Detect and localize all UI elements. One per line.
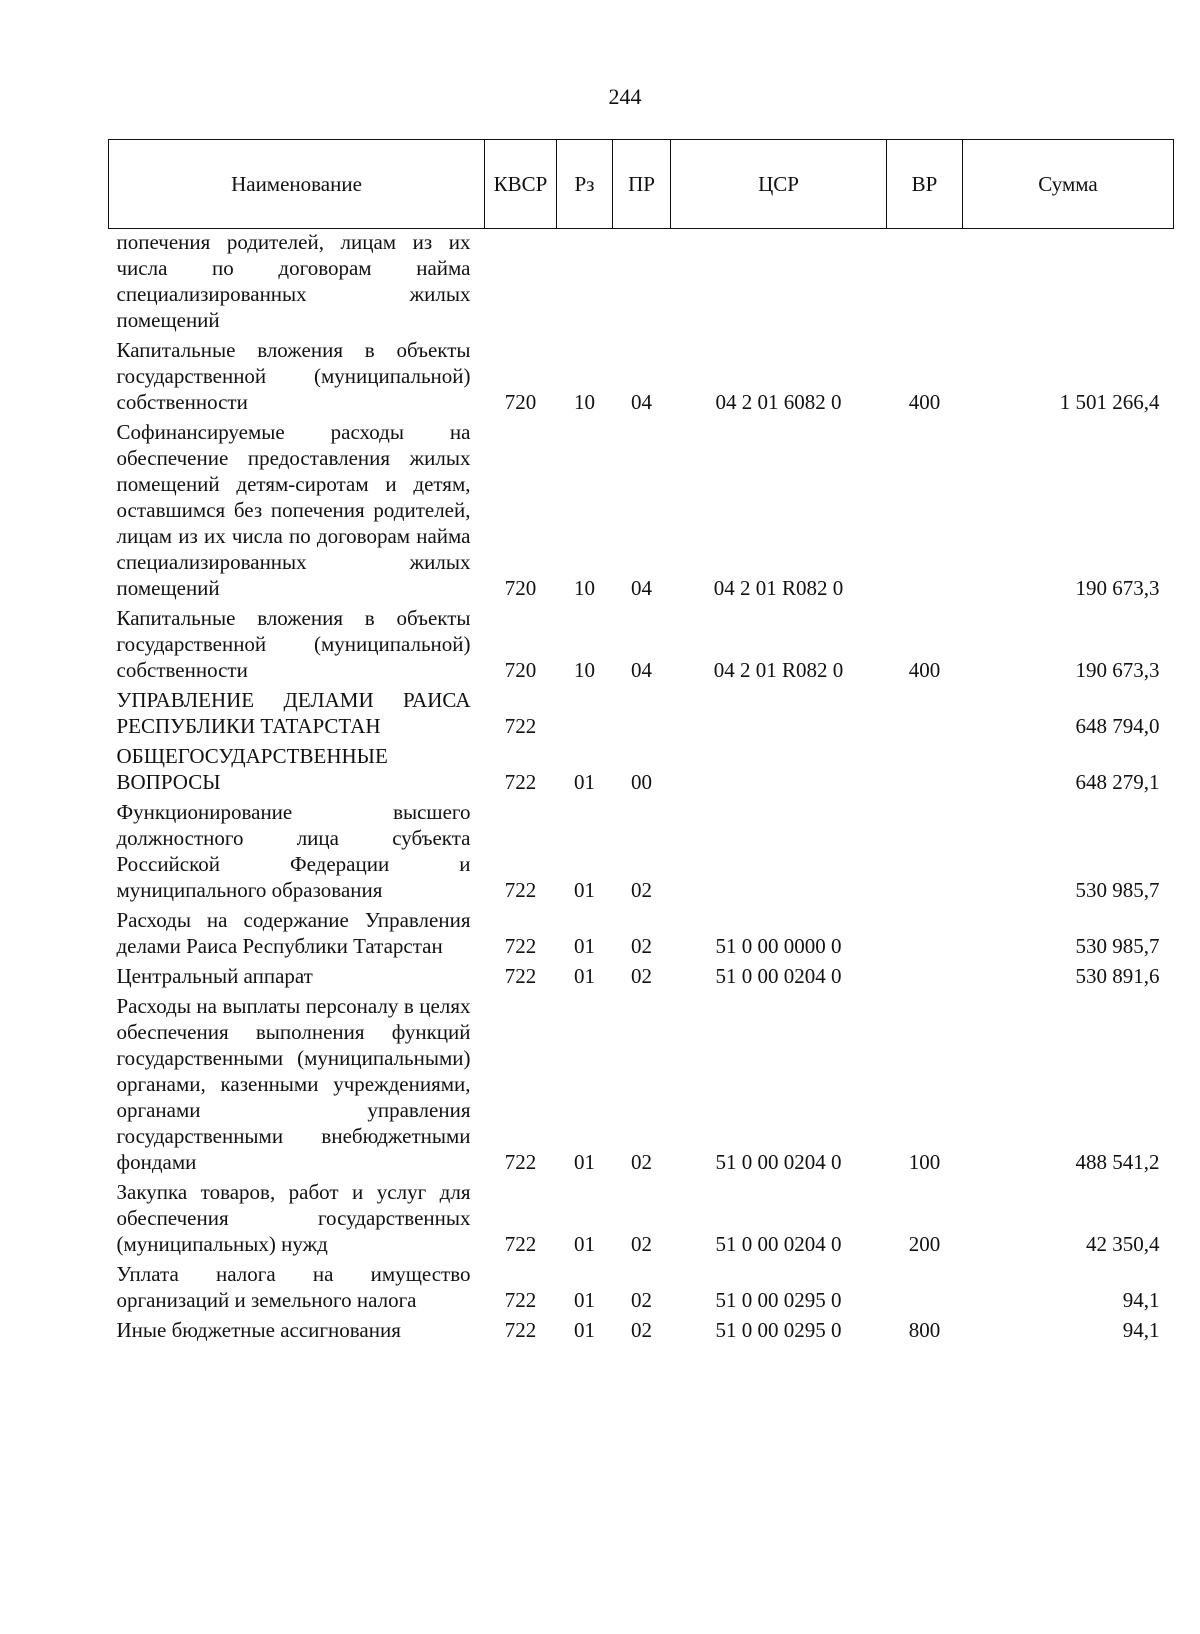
row-sum: 190 673,3 bbox=[1075, 658, 1160, 682]
row-vr bbox=[887, 229, 963, 336]
row-name: Капитальные вложения в объекты государственной (муниципальной) собственности bbox=[116, 338, 471, 414]
row-kvsr: 722 bbox=[504, 878, 537, 902]
row-name: Центральный аппарат bbox=[116, 964, 313, 988]
row-vr: 100 bbox=[908, 1150, 941, 1174]
row-rz: 01 bbox=[574, 1318, 595, 1342]
row-name: Функционирование высшего должностного лица субъекта Российской Федерации и муниципального образования bbox=[116, 800, 471, 902]
row-sum: 190 673,3 bbox=[1075, 576, 1160, 600]
table-row bbox=[109, 335, 1174, 417]
budget-table bbox=[108, 139, 1174, 1345]
row-pr: 02 bbox=[631, 1232, 652, 1256]
row-name: УПРАВЛЕНИЕ ДЕЛАМИ РАИСА РЕСПУБЛИКИ ТАТАРСТАН bbox=[116, 688, 471, 738]
row-vr bbox=[887, 685, 963, 741]
row-sum: 488 541,2 bbox=[1075, 1150, 1160, 1174]
table-row bbox=[109, 961, 1174, 991]
table-header bbox=[109, 140, 1174, 229]
row-sum: 1 501 266,4 bbox=[1059, 390, 1160, 414]
row-csr: 51 0 00 0295 0 bbox=[715, 1288, 842, 1312]
row-sum: 94,1 bbox=[1122, 1318, 1160, 1342]
row-csr: 51 0 00 0204 0 bbox=[715, 1232, 842, 1256]
table-row bbox=[109, 417, 1174, 603]
row-pr: 02 bbox=[631, 1288, 652, 1312]
column-header-name: Наименование bbox=[109, 140, 485, 229]
row-name: Иные бюджетные ассигнования bbox=[116, 1318, 401, 1342]
row-rz: 01 bbox=[574, 770, 595, 794]
table-row bbox=[109, 1315, 1174, 1345]
row-pr: 00 bbox=[631, 770, 652, 794]
row-kvsr: 720 bbox=[504, 390, 537, 414]
table-row bbox=[109, 229, 1174, 336]
row-pr: 02 bbox=[631, 934, 652, 958]
row-sum bbox=[963, 229, 1174, 336]
row-kvsr: 722 bbox=[504, 1232, 537, 1256]
page-number: 244 bbox=[608, 84, 642, 109]
table-row bbox=[109, 905, 1174, 961]
row-rz: 01 bbox=[574, 934, 595, 958]
row-pr: 02 bbox=[631, 878, 652, 902]
row-vr: 400 bbox=[908, 658, 941, 682]
row-kvsr: 722 bbox=[504, 934, 537, 958]
row-csr: 51 0 00 0204 0 bbox=[715, 1150, 842, 1174]
table-row bbox=[109, 603, 1174, 685]
row-csr bbox=[671, 741, 887, 797]
row-csr: 51 0 00 0295 0 bbox=[715, 1318, 842, 1342]
row-pr: 04 bbox=[631, 390, 652, 414]
row-pr bbox=[613, 229, 671, 336]
row-csr: 04 2 01 R082 0 bbox=[713, 658, 844, 682]
row-sum: 42 350,4 bbox=[1086, 1232, 1160, 1256]
row-name: ОБЩЕГОСУДАРСТВЕННЫЕ ВОПРОСЫ bbox=[116, 744, 388, 794]
row-name: Капитальные вложения в объекты государственной (муниципальной) собственности bbox=[116, 606, 471, 682]
table-row bbox=[109, 797, 1174, 905]
row-sum: 648 794,0 bbox=[1075, 714, 1160, 738]
column-header-rz: Рз bbox=[557, 140, 613, 229]
row-sum: 530 985,7 bbox=[1075, 934, 1160, 958]
row-sum: 648 279,1 bbox=[1075, 770, 1160, 794]
row-vr bbox=[887, 961, 963, 991]
row-vr bbox=[887, 741, 963, 797]
row-vr bbox=[887, 417, 963, 603]
row-kvsr: 722 bbox=[504, 714, 537, 738]
row-kvsr: 722 bbox=[504, 1288, 537, 1312]
row-rz: 01 bbox=[574, 1150, 595, 1174]
row-vr: 800 bbox=[908, 1318, 941, 1342]
row-kvsr: 722 bbox=[504, 964, 537, 988]
table-row bbox=[109, 991, 1174, 1177]
table-row bbox=[109, 685, 1174, 741]
row-kvsr bbox=[485, 229, 557, 336]
row-kvsr: 722 bbox=[504, 1318, 537, 1342]
row-pr: 02 bbox=[631, 1150, 652, 1174]
row-name: Софинансируемые расходы на обеспечение предоставления жилых помещений детям-сиротам и детям, оставшимся без попечения родителей, лицам из их числа по договорам найма специализированных жилых помещений bbox=[116, 420, 471, 600]
row-csr bbox=[671, 685, 887, 741]
row-pr bbox=[613, 685, 671, 741]
row-rz bbox=[557, 685, 613, 741]
row-rz: 10 bbox=[574, 576, 595, 600]
row-csr bbox=[671, 797, 887, 905]
row-rz: 10 bbox=[574, 658, 595, 682]
row-name: Закупка товаров, работ и услуг для обеспечения государственных (муниципальных) нужд bbox=[116, 1180, 471, 1256]
row-vr: 400 bbox=[908, 390, 941, 414]
row-pr: 02 bbox=[631, 1318, 652, 1342]
row-vr: 200 bbox=[908, 1232, 941, 1256]
row-kvsr: 722 bbox=[504, 770, 537, 794]
row-csr: 04 2 01 6082 0 bbox=[715, 390, 842, 414]
column-header-kvsr: КВСР bbox=[485, 140, 557, 229]
row-csr bbox=[671, 229, 887, 336]
row-kvsr: 722 bbox=[504, 1150, 537, 1174]
table-body bbox=[109, 229, 1174, 1346]
row-csr: 51 0 00 0204 0 bbox=[715, 964, 842, 988]
row-vr bbox=[887, 797, 963, 905]
row-kvsr: 720 bbox=[504, 576, 537, 600]
row-rz: 10 bbox=[574, 390, 595, 414]
row-rz: 01 bbox=[574, 964, 595, 988]
table-row bbox=[109, 741, 1174, 797]
row-csr: 04 2 01 R082 0 bbox=[713, 576, 844, 600]
table-row bbox=[109, 1259, 1174, 1315]
row-name: Уплата налога на имущество организаций и земельного налога bbox=[116, 1262, 471, 1312]
row-sum: 530 891,6 bbox=[1075, 964, 1160, 988]
table-row bbox=[109, 1177, 1174, 1259]
column-header-csr: ЦСР bbox=[671, 140, 887, 229]
row-name: Расходы на содержание Управления делами Раиса Республики Татарстан bbox=[116, 908, 471, 958]
row-pr: 04 bbox=[631, 576, 652, 600]
row-kvsr: 720 bbox=[504, 658, 537, 682]
row-pr: 02 bbox=[631, 964, 652, 988]
column-header-sum: Сумма bbox=[963, 140, 1174, 229]
row-sum: 530 985,7 bbox=[1075, 878, 1160, 902]
row-csr: 51 0 00 0000 0 bbox=[715, 934, 842, 958]
row-sum: 94,1 bbox=[1122, 1288, 1160, 1312]
row-vr bbox=[887, 905, 963, 961]
row-rz bbox=[557, 229, 613, 336]
column-header-vr: ВР bbox=[887, 140, 963, 229]
column-header-pr: ПР bbox=[613, 140, 671, 229]
row-name: Расходы на выплаты персоналу в целях обеспечения выполнения функций государственными (муниципальными) органами, казенными учреждениями, органами управления государственными внебюджетными фондами bbox=[116, 994, 471, 1174]
row-rz: 01 bbox=[574, 878, 595, 902]
row-rz: 01 bbox=[574, 1288, 595, 1312]
row-name: попечения родителей, лицам из их числа по договорам найма специализированных жилых помещений bbox=[116, 230, 471, 332]
row-pr: 04 bbox=[631, 658, 652, 682]
row-vr bbox=[887, 1259, 963, 1315]
row-rz: 01 bbox=[574, 1232, 595, 1256]
